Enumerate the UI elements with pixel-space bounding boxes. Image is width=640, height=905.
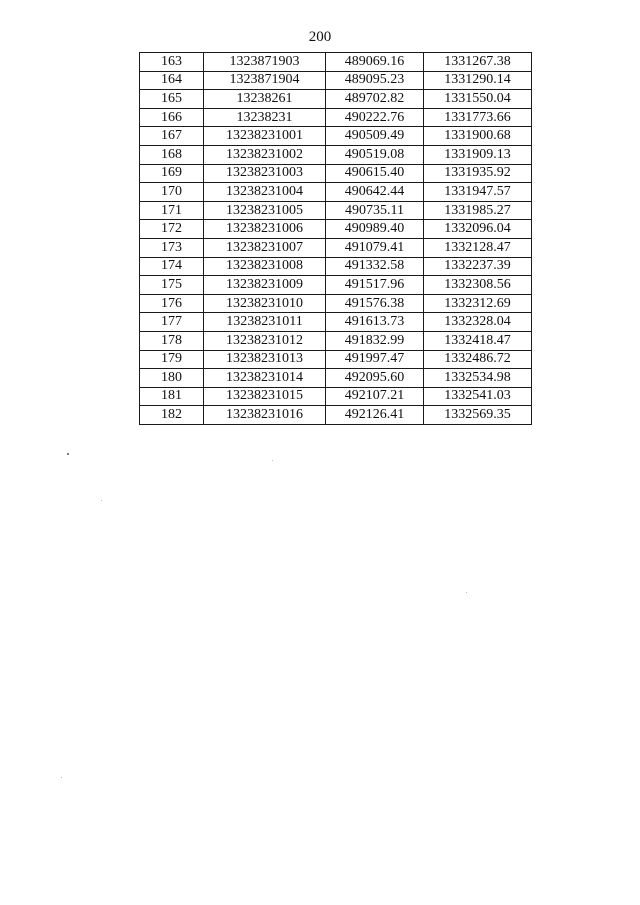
point-id-cell: 13238231012 [204, 331, 326, 350]
row-number-cell: 163 [140, 53, 204, 72]
table-row [140, 331, 532, 350]
point-id-cell: 13238231016 [204, 406, 326, 425]
x-coordinate-cell: 490989.40 [326, 220, 424, 239]
page-number: 200 [308, 29, 332, 45]
table-row [140, 387, 532, 406]
table-row [140, 71, 532, 90]
table-row [140, 238, 532, 257]
point-id-cell: 13238231013 [204, 350, 326, 369]
row-number-cell: 171 [140, 201, 204, 220]
row-number-cell: 172 [140, 220, 204, 239]
row-number-cell: 169 [140, 164, 204, 183]
point-id-cell: 13238231007 [204, 238, 326, 257]
coordinate-table [139, 52, 532, 425]
x-coordinate-cell: 491613.73 [326, 313, 424, 332]
y-coordinate-cell: 1332328.04 [424, 313, 532, 332]
scan-speck [61, 777, 62, 778]
scan-speck [101, 500, 102, 501]
row-number-cell: 174 [140, 257, 204, 276]
point-id-cell: 1323871903 [204, 53, 326, 72]
y-coordinate-cell: 1331935.92 [424, 164, 532, 183]
table-row [140, 53, 532, 72]
x-coordinate-cell: 491576.38 [326, 294, 424, 313]
point-id-cell: 13238231008 [204, 257, 326, 276]
table-row [140, 108, 532, 127]
y-coordinate-cell: 1332486.72 [424, 350, 532, 369]
y-coordinate-cell: 1332096.04 [424, 220, 532, 239]
point-id-cell: 13238231011 [204, 313, 326, 332]
y-coordinate-cell: 1331550.04 [424, 90, 532, 109]
x-coordinate-cell: 492107.21 [326, 387, 424, 406]
y-coordinate-cell: 1332237.39 [424, 257, 532, 276]
y-coordinate-cell: 1331900.68 [424, 127, 532, 146]
table-row [140, 164, 532, 183]
scan-speck [272, 460, 273, 461]
table-row [140, 406, 532, 425]
x-coordinate-cell: 490642.44 [326, 183, 424, 202]
point-id-cell: 13238231002 [204, 145, 326, 164]
scan-speck [466, 592, 467, 593]
y-coordinate-cell: 1332312.69 [424, 294, 532, 313]
point-id-cell: 13238231005 [204, 201, 326, 220]
table-row [140, 276, 532, 295]
row-number-cell: 170 [140, 183, 204, 202]
scan-speck [67, 453, 69, 455]
point-id-cell: 13238231006 [204, 220, 326, 239]
table-row [140, 201, 532, 220]
y-coordinate-cell: 1331909.13 [424, 145, 532, 164]
table-row [140, 127, 532, 146]
row-number-cell: 181 [140, 387, 204, 406]
y-coordinate-cell: 1331985.27 [424, 201, 532, 220]
x-coordinate-cell: 489702.82 [326, 90, 424, 109]
row-number-cell: 178 [140, 331, 204, 350]
point-id-cell: 13238231 [204, 108, 326, 127]
y-coordinate-cell: 1332534.98 [424, 369, 532, 388]
x-coordinate-cell: 490735.11 [326, 201, 424, 220]
y-coordinate-cell: 1331290.14 [424, 71, 532, 90]
table-row [140, 90, 532, 109]
y-coordinate-cell: 1332418.47 [424, 331, 532, 350]
row-number-cell: 173 [140, 238, 204, 257]
y-coordinate-cell: 1332128.47 [424, 238, 532, 257]
y-coordinate-cell: 1332569.35 [424, 406, 532, 425]
x-coordinate-cell: 490519.08 [326, 145, 424, 164]
table-row [140, 145, 532, 164]
point-id-cell: 13238231015 [204, 387, 326, 406]
table-row [140, 220, 532, 239]
row-number-cell: 164 [140, 71, 204, 90]
x-coordinate-cell: 491832.99 [326, 331, 424, 350]
point-id-cell: 13238231009 [204, 276, 326, 295]
point-id-cell: 13238231014 [204, 369, 326, 388]
x-coordinate-cell: 491332.58 [326, 257, 424, 276]
x-coordinate-cell: 492126.41 [326, 406, 424, 425]
row-number-cell: 180 [140, 369, 204, 388]
row-number-cell: 176 [140, 294, 204, 313]
y-coordinate-cell: 1331267.38 [424, 53, 532, 72]
table-row [140, 369, 532, 388]
point-id-cell: 13238231010 [204, 294, 326, 313]
table-row [140, 350, 532, 369]
point-id-cell: 13238231003 [204, 164, 326, 183]
point-id-cell: 13238261 [204, 90, 326, 109]
x-coordinate-cell: 490615.40 [326, 164, 424, 183]
x-coordinate-cell: 491997.47 [326, 350, 424, 369]
row-number-cell: 168 [140, 145, 204, 164]
row-number-cell: 182 [140, 406, 204, 425]
x-coordinate-cell: 489069.16 [326, 53, 424, 72]
row-number-cell: 177 [140, 313, 204, 332]
row-number-cell: 165 [140, 90, 204, 109]
x-coordinate-cell: 491079.41 [326, 238, 424, 257]
table-row [140, 313, 532, 332]
x-coordinate-cell: 490509.49 [326, 127, 424, 146]
x-coordinate-cell: 490222.76 [326, 108, 424, 127]
table-row [140, 183, 532, 202]
y-coordinate-cell: 1332308.56 [424, 276, 532, 295]
point-id-cell: 1323871904 [204, 71, 326, 90]
point-id-cell: 13238231004 [204, 183, 326, 202]
x-coordinate-cell: 489095.23 [326, 71, 424, 90]
y-coordinate-cell: 1331947.57 [424, 183, 532, 202]
x-coordinate-cell: 492095.60 [326, 369, 424, 388]
table-body [140, 53, 532, 425]
y-coordinate-cell: 1332541.03 [424, 387, 532, 406]
row-number-cell: 166 [140, 108, 204, 127]
point-id-cell: 13238231001 [204, 127, 326, 146]
y-coordinate-cell: 1331773.66 [424, 108, 532, 127]
table-row [140, 257, 532, 276]
table-row [140, 294, 532, 313]
row-number-cell: 179 [140, 350, 204, 369]
row-number-cell: 175 [140, 276, 204, 295]
row-number-cell: 167 [140, 127, 204, 146]
x-coordinate-cell: 491517.96 [326, 276, 424, 295]
